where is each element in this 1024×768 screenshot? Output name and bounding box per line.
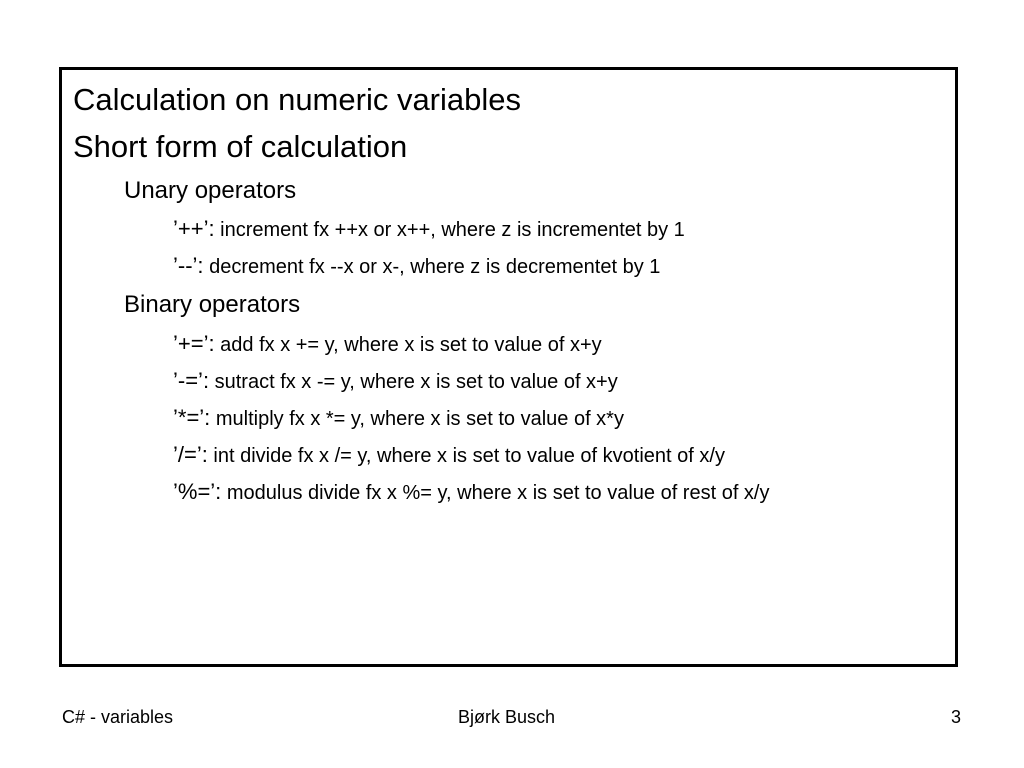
unary-item-increment <box>173 218 685 240</box>
operator-symbol: ’+=’: <box>173 331 215 356</box>
footer-title: C# - variables <box>62 707 174 727</box>
unary-operators-label: Unary operators <box>124 177 297 204</box>
content-box <box>59 67 958 667</box>
operator-symbol: ’--’: <box>173 253 204 278</box>
binary-item-multiply <box>173 407 624 429</box>
binary-item-divide <box>173 444 725 466</box>
page-number: 3 <box>951 707 962 727</box>
binary-operators-label: Binary operators <box>124 291 301 318</box>
operator-description: decrement fx --x or x-, where z is decrementet by 1 <box>203 256 661 278</box>
operator-description: increment fx ++x or x++, where z is incrementet by 1 <box>214 219 685 241</box>
binary-item-modulus <box>173 481 770 503</box>
operator-description: add fx x += y, where x is set to value of x+y <box>214 334 602 356</box>
unary-item-decrement <box>173 255 660 277</box>
heading-calculation: Calculation on numeric variables <box>73 82 522 117</box>
binary-item-add <box>173 333 602 355</box>
operator-description: modulus divide fx x %= y, where x is set to value of rest of x/y <box>221 482 770 504</box>
operator-symbol: ’-=’: <box>173 368 210 393</box>
heading-short-form: Short form of calculation <box>73 129 408 164</box>
operator-symbol: ’*=’: <box>173 405 211 430</box>
footer-author: Bjørk Busch <box>458 707 556 727</box>
binary-item-subtract <box>173 370 618 392</box>
operator-symbol: ’/=’: <box>173 442 208 467</box>
operator-symbol: ’++’: <box>173 216 215 241</box>
operator-description: int divide fx x /= y, where x is set to value of kvotient of x/y <box>207 445 725 467</box>
operator-description: multiply fx x *= y, where x is set to value of x*y <box>210 408 624 430</box>
operator-description: sutract fx x -= y, where x is set to value of x+y <box>209 371 618 393</box>
operator-symbol: ’%=’: <box>173 479 222 504</box>
